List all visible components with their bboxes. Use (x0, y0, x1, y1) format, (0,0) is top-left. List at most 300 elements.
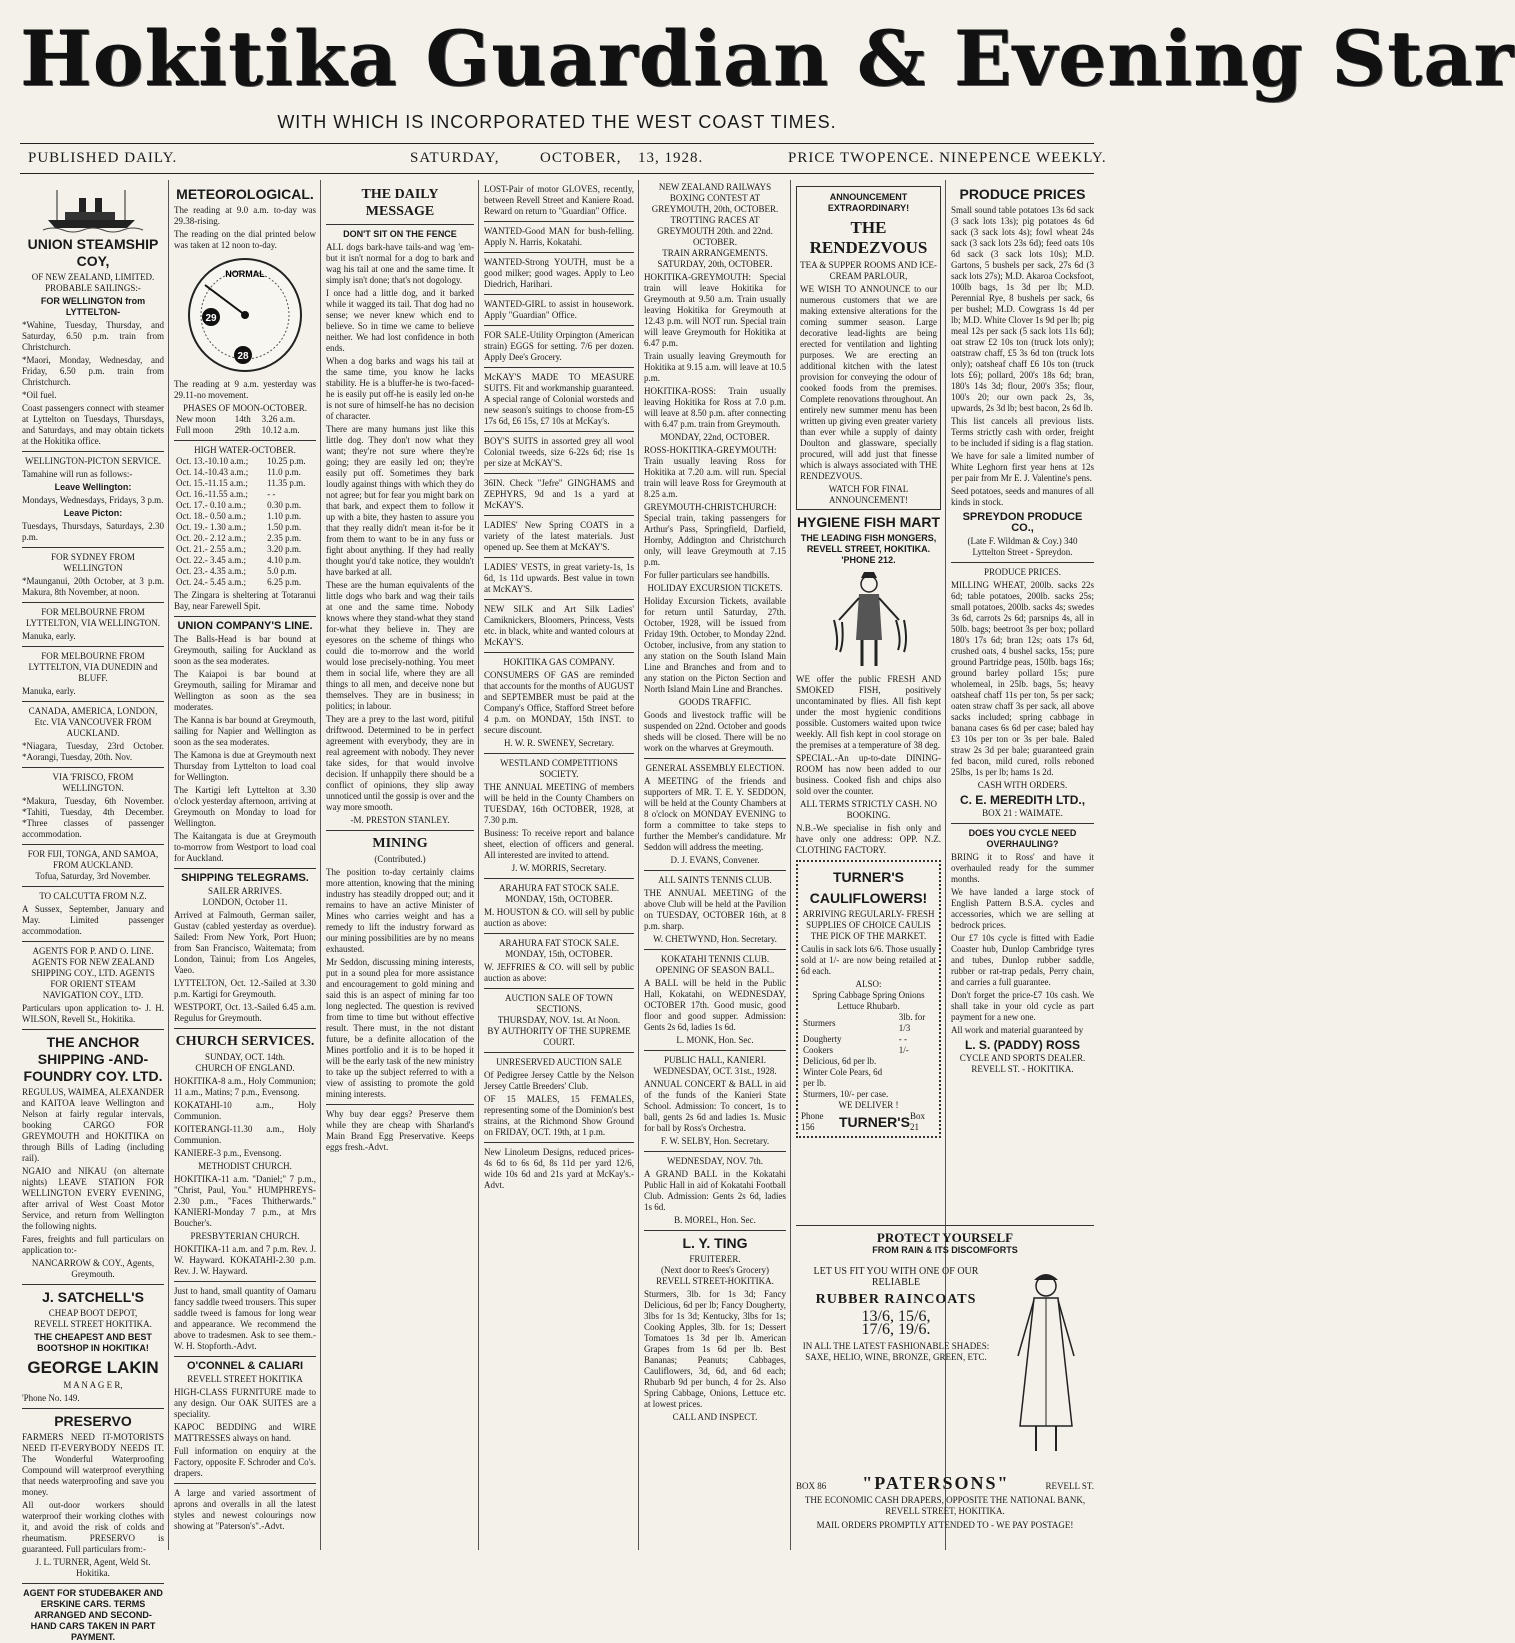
dial-normal-label: NORMAL (225, 269, 265, 279)
houston-text: M. HOUSTON & CO. will sell by public auction as above: (484, 907, 634, 928)
leave-wellington: Leave Wellington: (54, 482, 132, 492)
produce-text: Small sound table potatoes 13s 6d sack (3 sack lots 13s); pig potatoes 4s 6d sack (3 sack lots 4s); fowl wheat 24s sack (3 sack lots 23s 6d); feed oats 10s 6d sack (3 sack lots 10s); M.D. Gartons, 5 bushels per sack, 27s 6d (3 sack lots 27s); M.D. Akaroa Cocksfoot, 100lb bags, 1s 3d per lb; M.D. Perennial Rye, 8 bushels per sack, 6s per bushel; M.D. Cowgrass 1s 4d per lb; M.D. White Clover 1s 9d per lb; pig meal 12s per sack (5 sack lots 11s 6d); oat straw £2 10s ton (truck lots only); oatstraw chaff, £5 3s 6d ton (truck lots only); oatsheaf chaff £6 10s ton (truck lots £6); pollard, 200's 18s 6d; bran, 180's 14s 3d; flour, 200's 35s; flour, 100's 20; our own pack 2s, 3s, upwards, 2s 3d lb; best bacon, 2s 6d lb. (951, 205, 1094, 413)
call-inspect: CALL AND INSPECT. (672, 1412, 758, 1422)
divider (644, 1151, 786, 1152)
kaniere-text: KANIERE-3 p.m., Evensong. (174, 1148, 282, 1158)
divider (484, 252, 634, 253)
concert-signature: F. W. SELBY, Hon. Secretary. (660, 1136, 770, 1146)
phone-text: 'Phone No. 149. (22, 1393, 80, 1403)
grand-ball-date: WEDNESDAY, NOV. 7th. (666, 1156, 764, 1166)
calcutta-heading: TO CALCUTTA FROM N.Z. (39, 891, 147, 901)
gas-signature: H. W. R. SWENEY, Secretary. (504, 738, 614, 748)
caulis-text: Caulis in sack lots 6/6. Those usually sold at 1/- are now being retailed at 6d each. (801, 944, 936, 976)
wanted-ad-2: WANTED-Strong YOUTH, must be a good milker; good wages. Apply to Leo Diedrich, Harihari. (484, 257, 634, 289)
ly-ting-text: Sturmers, 3lb. for 1s 3d; Fancy Delicious, 6d per lb; Fancy Dougherty, 3lbs for 1s 3d; Kentucky, 3lbs for 1s; Cooking Apples, 3lb. for 1s; Dessert Tomatoes 1s 3d per lb. American Grapes from 1s 6d per lb. Best Bananas; Peanuts; Cabbages, Cauliflowers, 3d, 6d, and 6d each; Rhubarb 9d per bunch, 4 for 2s. Also Spring Cabbage, Onions, Lettuce etc. at lowest prices. (644, 1289, 786, 1409)
lost-ad: LOST-Pair of motor GLOVES, recently, between Revell Street and Kaniere Road. Reward on return to "Guardian" Office. (484, 184, 634, 216)
rubber-raincoats: RUBBER RAINCOATS (815, 1292, 977, 1307)
fiji-text: Tofua, Saturday, 3rd November. (35, 871, 151, 881)
gas-text: CONSUMERS OF GAS are reminded that accounts for the months of AUGUST and SEPTEMBER must be paid at the Company's Office, Stafford Street before 4 p.m. on MONDAY, 15th INST. to secure discount. (484, 670, 634, 735)
column-rule (638, 180, 639, 1550)
column-rule (168, 180, 169, 1550)
leghorn-text: We have for sale a limited number of White Leghorn first year hens at 12s per pair from Mr E. J. Valentine's pens. (951, 451, 1094, 483)
paterson-revell: REVELL ST. (1045, 1481, 1094, 1491)
divider (174, 868, 316, 869)
mckays-suits-ad: McKAY'S MADE TO MEASURE SUITS. Fit and workmanship guaranteed. A special range of Colonial worsteds and new season's suitings to choose from-£5 17s 6d, £6 15s, £7 10s at McKay's. (484, 372, 634, 426)
factory-text: Full information on enquiry at the Factory, opposite F. Schroder and Co's. drapers. (174, 1446, 316, 1478)
opening-ball: OPENING OF SEASON BALL. (655, 965, 775, 975)
rendezvous-heading: THE RENDEZVOUS (809, 218, 928, 257)
divider (484, 753, 634, 754)
divider (484, 221, 634, 222)
usc-subheading: OF NEW ZEALAND, LIMITED. (31, 272, 155, 282)
issue-date: 13, 1928. (638, 150, 704, 166)
london-text: Arrived at Falmouth, German sailer, Gustav (cabled yesterday as overdue). Sailed: From New York, Port Huon; from San Francisco, Waitemata; from London, Tainui; from Los Angeles, Vaeo. (174, 910, 316, 975)
coe-text: HOKITIKA-8 a.m., Holy Communion; 11 a.m., Matins; 7 p.m., Evensong. (174, 1076, 316, 1097)
divider (644, 758, 786, 759)
ball-text: A BALL will be held in the Public Hall, Kokatahi, on WEDNESDAY, OCTOBER 17th. Good music, good floor and good supper. Admission: Gents 2s 6d, ladies 1s 6d. (644, 978, 786, 1032)
unreserved-heading: UNRESERVED AUCTION SALE (496, 1057, 622, 1067)
arahura-date-2: MONDAY, 15th, OCTOBER. (505, 949, 613, 959)
methodist-text: HOKITIKA-11 a.m. "Daniel;" 7 p.m., "Christ, Paul, You." HUMPHREYS-2.30 p.m., "Faces Thitherwards." KANIERI-Monday 7 p.m., at Mrs Boucher's. (174, 1174, 316, 1228)
presbyterian-heading: PRESBYTERIAN CHURCH. (190, 1231, 300, 1241)
holiday-heading: HOLIDAY EXCURSION TICKETS. (647, 583, 783, 593)
nancarrow-text: NANCARROW & COY., Agents, Greymouth. (31, 1258, 155, 1279)
authority-text: BY AUTHORITY OF THE SUPREME COURT. (487, 1026, 631, 1047)
divider (174, 1281, 316, 1282)
anchor-heading: THE ANCHOR SHIPPING -AND- FOUNDRY COY. LTD. (23, 1034, 163, 1084)
divider (22, 1408, 164, 1409)
divider (174, 1356, 316, 1357)
column-produce (951, 182, 1094, 1222)
meredith-sub: BOX 21 : WAIMATE. (982, 808, 1063, 818)
goods-heading: GOODS TRAFFIC. (678, 697, 752, 707)
divider (22, 701, 164, 702)
divider (174, 440, 316, 441)
column-rule (320, 180, 321, 1550)
regulus-text: REGULUS, WAIMEA, ALEXANDER and KAITOA leave Wellington and Nelson at fairly regular intervals, booking CARGO FOR GREYMOUTH and HOKITIKA on through Bills of Lading (including rail). (22, 1087, 164, 1163)
divider (22, 1284, 164, 1285)
turners-footer-name: TURNER'S (838, 1113, 910, 1130)
coast-passengers-text: Coast passengers connect with steamer at Lyttelton on Tuesdays, Thursdays, and Saturdays, and may obtain tickets at the Hokitika office. (22, 403, 164, 446)
masthead (0, 0, 1515, 175)
tamahine-text: Tamahine will run as follows:- (22, 469, 133, 479)
spring-produce: Spring Cabbage Spring Onions Lettuce Rhubarb. (812, 990, 925, 1011)
ross-hokitika-text: ROSS-HOKITIKA-GREYMOUTH: Train usually leaving Ross for Hokitika at 7.20 a.m. will run. Special train will leave Ross for Greymouth at 8.25 a.m. (644, 445, 786, 499)
cycle-text-5: All work and material guaranteed by (951, 1025, 1084, 1035)
column-rule (790, 180, 791, 1550)
table-row: Dougherty - - (803, 1034, 908, 1044)
rendezvous-text: WE WISH TO ANNOUNCE to our numerous customers that we are making extensive alterations for the coming summer season. Large decorative lead-lights are being erected for ventilation and lighting purposes. We are erecting an additional kitchen with the latest provision for conveying the odour of cooked foods from the premises. Complete renovations throughout. An entirely new summer menu has been written up giving even greater variety than ever while a supply of dainty Doulton and glassware, specially procured, will add just that finesse which is always associated with THE RENDEZVOUS. (800, 284, 937, 481)
leave-picton: Leave Picton: (63, 508, 123, 518)
list-text: This list cancels all previous lists. Terms strictly cash with order, freight to be included if siding is a flag station. (951, 416, 1094, 448)
divider (174, 1028, 316, 1029)
divider (22, 602, 164, 603)
agents-heading: AGENTS FOR P. AND O. LINE. AGENTS FOR NEW ZEALAND SHIPPING COY., LTD. AGENTS FOR ORIENT STEAM NAVIGATION COY., LTD. (31, 946, 155, 1000)
public-hall-date: WEDNESDAY, OCT. 31st., 1928. (653, 1066, 777, 1076)
hokitika-greymouth-text-2: Train usually leaving Greymouth for Hokitika at 9.15 a.m. will leave at 10.5 p.m. (644, 351, 786, 383)
ross-heading: L. S. (PADDY) ROSS (964, 1038, 1081, 1052)
announcement-label: ANNOUNCEMENT EXTRAORDINARY! (827, 192, 910, 213)
leading-fish-mongers: THE LEADING FISH MONGERS, REVELL STREET, HOKITIKA. 'PHONE 212. (800, 533, 937, 565)
table-row: Delicious, 6d per lb. (803, 1056, 877, 1066)
divider (484, 557, 634, 558)
spreydon-heading: SPREYDON PRODUCE CO., (962, 511, 1083, 534)
wanted-ad-3: WANTED-GIRL to assist in housework. Apply "Guardian" Office. (484, 299, 634, 320)
table-row: Oct. 22.- 3.45 a.m.; 4.10 p.m. (176, 555, 302, 565)
probable-sailings: PROBABLE SAILINGS:- (45, 283, 141, 293)
kokatahi-tennis-heading: KOKATAHI TENNIS CLUB. (660, 954, 770, 964)
fares-text: Fares, freights and full particulars on application to:- (22, 1234, 164, 1255)
fit-you: LET US FIT YOU WITH ONE OF OUR RELIABLE (813, 1266, 979, 1288)
for-sale-ad: FOR SALE-Utility Orpington (American strain) EGGS for setting. 7/6 per dozen. Apply Dee's Grocery. (484, 330, 634, 362)
issue-price: PRICE TWOPENCE. NINEPENCE WEEKLY. (788, 150, 1107, 166)
table-row: Oct. 16.-11.55 a.m.; - - (176, 489, 276, 499)
meteorological-heading: METEOROLOGICAL. (176, 186, 314, 202)
oconnel-heading: O'CONNEL & CALIARI (186, 1360, 304, 1372)
zingara-text: The Zingara is sheltering at Totaranui Bay, near Farewell Spit. (174, 590, 316, 611)
pick-of-market: THE PICK OF THE MARKET. (810, 931, 927, 941)
maori-text: *Maori, Monday, Wednesday, and Friday, 6.50 p.m. train from Christchurch. (22, 355, 164, 387)
presbyterian-text: HOKITIKA-11 a.m. and 7 p.m. Rev. J. W. Hayward. KOKATAHI-2.30 p.m. Rev. J. W. Hayward. (174, 1244, 316, 1276)
table-row: Oct. 19.- 1.30 a.m.; 1.50 p.m. (176, 522, 302, 532)
concert-text: ANNUAL CONCERT & BALL in aid of the funds of the Kanieri State School. Admission: To concert, 1s to ball, gents 2s 6d and ladies 1s. Music for ball by Ross's Orchestra. (644, 1079, 786, 1133)
sydney-text: *Maunganui, 20th October, at 3 p.m. Makura, 8th November, at noon. (22, 576, 164, 597)
rendezvous-ad (796, 186, 941, 510)
divider (22, 844, 164, 845)
daily-signature: -M. PRESTON STANLEY. (350, 815, 450, 825)
divider (484, 294, 634, 295)
ucl-text-3: The Kanna is bar bound at Greymouth, sailing for Napier and Wellington as soon as the sea moderates. (174, 715, 316, 747)
divider (326, 224, 474, 225)
divider (22, 547, 164, 548)
table-row: Oct. 17.- 0.10 a.m.; 0.30 p.m. (176, 500, 302, 510)
fashion-text: IN ALL THE LATEST FASHIONABLE SHADES: SAXE, HELIO, WINE, BRONZE, GREEN, ETC. (802, 1341, 990, 1362)
newspaper-title: Hokitika Guardian & Evening Star (20, 14, 1515, 103)
church-of-england: CHURCH OF ENGLAND. (195, 1063, 295, 1073)
moon-heading: PHASES OF MOON-OCTOBER. (182, 403, 308, 413)
cycle-text-4: Don't forget the price-£7 10s cash. We shall take in your old cycle as part payment for a new one. (951, 990, 1094, 1022)
boxing-text: BOXING CONTEST AT GREYMOUTH, 20th, OCTOBER. (651, 193, 779, 214)
divider (22, 1029, 164, 1030)
divider (484, 652, 634, 653)
linoleum-advert: New Linoleum Designs, reduced prices-4s 6d to 6s 6d, 8s 11d per yard 12/6, wide 10s 6d and 21s yard at McKay's.-Advt. (484, 1147, 634, 1190)
auction-heading: AUCTION SALE OF TOWN SECTIONS. (505, 993, 613, 1014)
nzr-heading: NEW ZEALAND RAILWAYS (658, 182, 772, 192)
divider (484, 933, 634, 934)
preservo-heading: PRESERVO (54, 1413, 132, 1429)
paterson-drapers: THE ECONOMIC CASH DRAPERS, OPPOSITE THE NATIONAL BANK, REVELL STREET, HOKITIKA. (804, 1495, 1086, 1516)
vests-ad: LADIES' VESTS, in great variety-1s, 1s 6d, 1s 11d upwards. Best value in town at McKAY'S. (484, 562, 634, 594)
koiterangi-text: KOITERANGI-11.30 a.m., Holy Communion. (174, 1124, 316, 1145)
holiday-text: Holiday Excursion Tickets, available for return until Saturday, 27th. October, 1928, will be issued from Friday 19th. October, to Monday 22nd. October, inclusive, from any station to any station on the South Island Main Line and Branches and from and to any station on the Picton Section and North Island Main Line and Branches. (644, 596, 786, 694)
table-row: Sturmers, 10/- per case. (803, 1089, 889, 1099)
met-dial-text: The reading on the dial printed below was taken at 12 noon to-day. (174, 229, 316, 250)
studebaker-text: AGENT FOR STUDEBAKER AND ERSKINE CARS. TERMS ARRANGED AND SECOND-HAND CARS TAKEN IN PART PAYMENT. (23, 1588, 163, 1642)
mining-para-1: The position to-day certainly claims more attention, knowing that the mining industry has steadily dropped out; and it remains to have an active Minister of Mines who carries weight and has a remedy to lift the industry forward as our mining possibilities are by no means exhausted. (326, 867, 474, 954)
table-row: Oct. 20.- 2.12 a.m.; 2.35 p.m. (176, 533, 302, 543)
table-row: Oct. 24.- 5.45 a.m.; 6.25 p.m. (176, 577, 302, 587)
contributed-label: (Contributed.) (374, 854, 426, 864)
cycle-heading: DOES YOU CYCLE NEED OVERHAULING? (968, 828, 1077, 849)
divider (22, 1583, 164, 1584)
divider (22, 941, 164, 942)
divider (326, 1104, 474, 1105)
divider (22, 767, 164, 768)
hygiene-fish-mart-heading: HYGIENE FISH MART (796, 514, 941, 530)
wanted-ad-1: WANTED-Good MAN for bush-felling. Apply N. Harris, Kokatahi. (484, 226, 634, 247)
ucl-text-1: The Balls-Head is bar bound at Greymouth, sailing for Auckland as soon as the sea moderates. (174, 634, 316, 666)
cycle-text-2: We have landed a large stock of English Pattern B.S.A. cycles and accessories, which we are selling at bedrock prices. (951, 887, 1094, 930)
fruit-price-table (801, 1012, 936, 1100)
divider (22, 646, 164, 647)
melbourne-heading-1: FOR MELBOURNE FROM LYTTELTON, VIA WELLINGTON. (25, 607, 161, 628)
arahura-heading-2: ARAHURA FAT STOCK SALE. (498, 938, 620, 948)
train-arrangements: TRAIN ARRANGEMENTS. (662, 248, 768, 258)
wellington-heading: FOR WELLINGTON from LYTTELTON- (40, 296, 146, 317)
met-reading-text: The reading at 9.0 a.m. to-day was 29.38-rising. (174, 205, 316, 226)
manager-label: M A N A G E R, (63, 1380, 123, 1390)
melbourne-heading-2: FOR MELBOURNE FROM LYTTELTON, VIA DUNEDIN and BLUFF. (28, 651, 158, 683)
divider (484, 599, 634, 600)
mwf-text: Mondays, Wednesdays, Fridays, 3 p.m. (22, 495, 164, 505)
daily-para-6: They are a prey to the last word, pitiful driftwood. Determined to be in perfect agreement with everybody, they are in real agreement with nobody. They never take sides, for that would involve decision. If unhappily there should be a conflict of opinions, they slip away unnoticed until the gossip is over and the way more smooth. (326, 714, 474, 812)
from-rain: FROM RAIN & ITS DISCOMFORTS (872, 1245, 1018, 1255)
fruiterer-label: FRUITERER. (689, 1254, 741, 1264)
divider (484, 988, 634, 989)
patersons-name: "PATERSONS" (862, 1473, 1010, 1493)
auction-date: THURSDAY, NOV. 1st. At Noon. (497, 1015, 621, 1025)
ginghams-ad: 36IN. Check "Jefre" GINGHAMS and ZEPHYRS, 9d and 1s a yard at McKAY'S. (484, 478, 634, 510)
wahine-text: *Wahine, Tuesday, Thursday, and Saturday, 6.50 p.m. train from Christchurch. (22, 320, 164, 352)
all-saints-heading: ALL SAINTS TENNIS CLUB. (658, 875, 772, 885)
frisco-heading: VIA 'FRISCO, FROM WELLINGTON. (52, 772, 134, 793)
column-rule (478, 180, 479, 1550)
mining-heading: MINING (372, 836, 428, 851)
george-lakin: GEORGE LAKIN (27, 1358, 159, 1377)
daily-para-5: These are the human equivalents of the little dogs who bark and wag their tails at one and the same time. Nobody knows where they stand-what they stand for-what they believe in. They are eyesores on the scheme of things who could die to-morrow and the world would lose precisely-nothing. You meet them in social life, where they are all things to all men, and deceive none but themselves. They are in business; in politics; in labour. (326, 580, 474, 711)
turner-agent: J. L. TURNER, Agent, Weld St. Hokitika. (35, 1557, 151, 1578)
daily-para-1: ALL dogs bark-have tails-and wag 'em-but it isn't normal for a dog to bark and wag his tail at one and the same time. It simply isn't done; that's not dogology. (326, 242, 474, 285)
picton-heading: WELLINGTON-PICTON SERVICE. (25, 456, 161, 466)
divider (174, 1483, 316, 1484)
ross-sub: CYCLE AND SPORTS DEALER. REVELL ST. - HOKITIKA. (959, 1053, 1086, 1074)
divider (326, 830, 474, 831)
grand-ball-signature: B. MOREL, Hon. Sec. (674, 1215, 756, 1225)
daily-para-4: There are many humans just like this little dog. They don't now what they want; they're not sure where they're going; they are easily led on; they're easily put off. Sometimes they bark loudly against things with which they do not agree; but for fear you might bark on that bark, and expect them to follow it up with a bite, they hasten to assure you that they really didn't mean it-for be it from them to want to be in any fuss or fight about anything. If they had really thought you'd take notice, they wouldn't have barked at all. (326, 424, 474, 577)
melbourne-text-2: Manuka, early. (22, 686, 76, 696)
satchell-address: REVELL STREET HOKITIKA. (34, 1319, 152, 1329)
monday-date: MONDAY, 22nd, OCTOBER. (660, 432, 770, 442)
shipping-telegrams-heading: SHIPPING TELEGRAMS. (181, 872, 309, 884)
table-row: Cookers 1/- (803, 1045, 909, 1055)
divider (644, 1050, 786, 1051)
divider (484, 1052, 634, 1053)
all-saints-text: THE ANNUAL MEETING of the above Club will be held at the Pavilion on TUESDAY, OCTOBER 16th, at 8 p.m. sharp. (644, 888, 786, 931)
woman-raincoat-illustration (1006, 1266, 1086, 1456)
published-daily: PUBLISHED DAILY. (28, 150, 178, 166)
kapoc-text: KAPOC BEDDING and WIRE MATTRESSES always on hand. (174, 1422, 316, 1443)
divider (484, 367, 634, 368)
frisco-text: *Makura, Tuesday, 6th November. *Tahiti, Tuesday, 4th December. *Three classes of passenger accommodation. (22, 796, 164, 839)
oil-fuel-note: *Oil fuel. (22, 390, 57, 400)
produce-prices-2: PRODUCE PRICES. (983, 567, 1062, 577)
cauliflowers-heading: CAULIFLOWERS! (809, 890, 928, 906)
divider (484, 325, 634, 326)
grand-ball-text: A GRAND BALL in the Kokatahi Public Hall in aid of Kokatahi Football Club. Admission: Gents 2s 6d, ladies 1s 6d. (644, 1169, 786, 1212)
jersey-text: Of Pedigree Jersey Cattle by the Nelson Jersey Cattle Breeders' Club. (484, 1070, 634, 1091)
paterson-name-row (796, 1473, 1094, 1493)
turners-phone: Phone 156 (801, 1111, 824, 1132)
ucl-text-2: The Kaiapoi is bar bound at Greymouth, sailing for Miramar and Wellington as soon as the sea moderates. (174, 669, 316, 712)
divider (484, 473, 634, 474)
arahura-heading: ARAHURA FAT STOCK SALE. (498, 883, 620, 893)
paterson-box: BOX 86 (796, 1481, 827, 1491)
church-services-heading: CHURCH SERVICES. (175, 1034, 315, 1049)
barometer-dial (185, 255, 305, 375)
silk-ad: NEW SILK and Art Silk Ladies' Camiknickers, Bloomers, Princess, Vests etc. in black, white and wanted colours at McKAY'S. (484, 604, 634, 647)
cycle-text-3: Our £7 10s cycle is fitted with Eadie Coaster hub, Dunlop Cambridge tyres and tubes, Dunlop rubber saddle, rubber or rat-trap pedals, Perry chain, and carries a full guarantee. (951, 933, 1094, 987)
sailer-arrives: SAILER ARRIVES. (207, 886, 282, 896)
tea-rooms: TEA & SUPPER ROOMS AND ICE-CREAM PARLOUR, (800, 260, 937, 281)
cycle-text-1: BRING it to Ross' and have it overhauled ready for the summer months. (951, 852, 1094, 884)
agents-text: Particulars upon application to- J. H. WILSON, Revell St., Hokitika. (22, 1003, 164, 1024)
ucl-text-5: The Kartigi left Lyttelton at 3.30 o'clock yesterday afternoon, arriving at Greymouth on Monday to load for Wellington. (174, 785, 316, 828)
paterson-mail: MAIL ORDERS PROMPTLY ATTENDED TO - WE PAY POSTAGE! (816, 1520, 1074, 1530)
election-text: A MEETING of the friends and supporters of MR. T. E. Y. SEDDON, will be held at the County Chambers at 8 o'clock on MONDAY EVENING to form a committee to take steps to further the Member's candidature. Mr Seddon will address the meeting. (644, 776, 786, 852)
table-row: Oct. 13.-10.10 a.m.; 10.25 p.m. (176, 456, 306, 466)
issue-month: OCTOBER, (540, 150, 622, 166)
all-saints-signature: W. CHETWYND, Hon. Secretary. (653, 934, 777, 944)
column-railways (644, 182, 786, 1547)
fence-subheading: DON'T SIT ON THE FENCE (343, 229, 457, 239)
ucl-text-6: The Kaitangata is due at Greymouth to-morrow from Westport to load coal for Auckland. (174, 831, 316, 863)
table-row: Oct. 21.- 2.55 a.m.; 3.20 p.m. (176, 544, 302, 554)
greymouth-christchurch-text: GREYMOUTH-CHRISTCHURCH: Special train, taking passengers for Arthur's Pass, Springfield, Darfield, Hornby, Addington and Christchurch only, will leave Greymouth at 7.15 p.m. (644, 502, 786, 567)
stopforth-advert: Just to hand, small quantity of Oamaru fancy saddle tweed trousers. This super saddle tweed is famous for long wear and appearance. We recommend the above to tradesmen. Ask to see them.-W. H. Stopforth.-Advt. (174, 1286, 316, 1351)
divider (22, 451, 164, 452)
cheapest-bootshop: THE CHEAPEST AND BEST BOOTSHOP IN HOKITIKA! (34, 1332, 152, 1353)
we-deliver: WE DELIVER ! (838, 1100, 899, 1110)
turners-ad (796, 860, 941, 1138)
hokitika-greymouth-text: HOKITIKA-GREYMOUTH: Special train will leave Hokitika for Greymouth at 9.50 a.m. Train usually leaving Hokitika for Greymouth at 12.43 p.m. will NOT run. Special train will leave Greymouth for Hokitika at 6.47 p.m. (644, 272, 786, 348)
meredith-heading: C. E. MEREDITH LTD., (959, 793, 1086, 807)
prices-line-1: 13/6, 15/6, (861, 1308, 931, 1325)
daily-message-heading: THE DAILY MESSAGE (361, 187, 439, 219)
column-daily-message (326, 182, 474, 1547)
lyttelton-text: LYTTELTON, Oct. 12.-Sailed at 3.30 p.m. Kartigi for Greymouth. (174, 978, 316, 999)
election-heading: GENERAL ASSEMBLY ELECTION. (645, 763, 785, 773)
females-text: OF 15 MALES, 15 FEMALES, representing some of the Dominion's best strains, at the Richmond Show Ground on FRIDAY, OCT. 19th, at 1 p.m. (484, 1094, 634, 1137)
divider (951, 562, 1094, 563)
spreydon-sub: (Late F. Wildman & Coy.) 340 Lyttelton Street - Spreydon. (967, 536, 1078, 557)
watch-announcement: WATCH FOR FINAL ANNOUNCEMENT! (828, 484, 909, 505)
goods-text: Goods and livestock traffic will be suspended on 22nd. October and goods sheds will be closed. There will be no work on the wharves at Greymouth. (644, 710, 786, 753)
tts-text: Tuesdays, Thursdays, Saturdays, 2.30 p.m. (22, 521, 164, 542)
milling-text: MILLING WHEAT, 200lb. sacks 22s 6d; table potatoes, 200lb. sacks 25s; small potatoes, 200lb. sacks 4s; swedes 3s 6d, carrots 2s 6d; parsnips 4s, all in 50lb. bags; beetroot 3s per box; pollard 180's 17s 6d; bran 12s; oats 17s 6d, crushed oats, 4 bushel sacks, 15s; pure ground Partridge peas, 150lb. bags 16s; ground barley pollard 15s; pure wholemeal, in 25lb. bags, 5s; heavy oatsheaf chaff 11s per ton, 5s per sack; oaten straw chaff 3s per sack, all above sacks included; spring cabbage in banana cases 6s 6d per case; baled hay £3 10s per ton or 3s per bale. Baled straw 2s 3d per bale; guaranteed grain fed bacon, mild cured, rolls reboned 25lbs, 1s per lb; hams 1s 2d. (951, 580, 1094, 777)
wcs-signature: J. W. MORRIS, Secretary. (511, 863, 607, 873)
satchell-heading: J. SATCHELL'S (42, 1289, 144, 1305)
eggs-advert: Why buy dear eggs? Preserve them while they are cheap with Sharland's Main Brand Egg Preservative. Keeps eggs fresh.-Advt. (326, 1109, 474, 1152)
union-company-heading: UNION COMPANY'S LINE. (177, 620, 313, 632)
high-water-heading: HIGH WATER-OCTOBER. (194, 445, 296, 455)
saturday-date: SATURDAY, 20th, OCTOBER. (657, 259, 773, 269)
ly-ting-address: (Next door to Rees's Grocery) REVELL STREET-HOKITIKA. (656, 1265, 774, 1286)
usc-heading: UNION STEAMSHIP COY, (27, 236, 159, 269)
wcs-text-2: Business: To receive report and balance sheet, election of officers and general. All interested are invited to attend. (484, 828, 634, 860)
met-yesterday-text: The reading at 9 a.m. yesterday was 29.11-no movement. (174, 379, 316, 400)
public-hall-heading: PUBLIC HALL, KANIERI. (664, 1055, 766, 1065)
sunday-date: SUNDAY, OCT. 14th. (204, 1052, 286, 1062)
methodist-heading: METHODIST CHURCH. (198, 1161, 292, 1171)
divider (22, 886, 164, 887)
fiji-heading: FOR FIJI, TONGA, AND SAMOA, FROM AUCKLAND. (27, 849, 159, 870)
wcs-heading: WESTLAND COMPETITIONS SOCIETY. (500, 758, 618, 779)
paterson-footer (796, 1473, 1094, 1531)
canada-heading: CANADA, AMERICA, LONDON, Etc. VIA VANCOUVER FROM AUCKLAND. (28, 706, 158, 738)
mining-para-2: Mr Seddon, discussing mining interests, put in a sound plea for more assistance and encouragement to gold mining and said this is an aspect of mining far too long neglected. The question is revived from time to time but without effective result. There must, in the not distant future, be a definite allocation of the Mines portfolio and it is to be hoped it will be the early task of the new ministry to take up the subject referred to with a view of assisting to promote the gold mining interests. (326, 957, 474, 1099)
masthead-rule-top (20, 143, 1094, 144)
fish-text: WE offer the public FRESH AND SMOKED FISH, positively uncontaminated by flies. All fish kept under the most hygienic conditions possible. Customers waited upon twice weekly. All fish kept in cool storage on the premises at a temperature of 38 deg. (796, 674, 941, 750)
arriving-text: ARRIVING REGULARLY- FRESH SUPPLIES OF CHOICE CAULIS (802, 909, 935, 930)
canada-text: *Niagara, Tuesday, 23rd October. *Aorangi, Tuesday, 20th. Nov. (22, 741, 164, 762)
sydney-heading: FOR SYDNEY FROM WELLINGTON (51, 552, 135, 573)
turners-heading: TURNER'S (833, 869, 904, 885)
boys-suits-ad: BOY'S SUITS in assorted grey all wool Colonial tweeds, size 6-22s 6d; rise 1s per size at McKAY'S. (484, 436, 634, 468)
westport-text: WESTPORT, Oct. 13.-Sailed 6.45 a.m. Regulus for Greymouth. (174, 1002, 316, 1023)
high-water-table (174, 456, 316, 588)
moon-table (174, 414, 316, 436)
melbourne-text-1: Manuka, early. (22, 631, 76, 641)
hokitika-ross-text: HOKITIKA-ROSS: Train usually leaving Hokitika for Ross at 7.0 p.m. will leave at 8.50 p.m. after connecting with 6.47 p.m. train from Greymouth. (644, 386, 786, 429)
table-row: Winter Cole Pears, 6d per lb. (803, 1067, 883, 1088)
issue-day: SATURDAY, (410, 150, 500, 166)
gas-heading: HOKITIKA GAS COMPANY. (503, 657, 615, 667)
wcs-text: THE ANNUAL MEETING of members will be held in the County Chambers on TUESDAY, 16th OCTOBER, 1928, at 7.30 p.m. (484, 782, 634, 825)
calcutta-text: A Sussex, September, January and May. Limited passenger accommodation. (22, 904, 164, 936)
dial-low-label: 29 (205, 313, 217, 324)
also-label: ALSO: (855, 979, 882, 989)
steamship-illustration (43, 186, 143, 232)
divider (484, 515, 634, 516)
turners-box: Box 21 (909, 1111, 925, 1132)
trotting-text: TROTTING RACES AT GREYMOUTH 20th. and 22nd. OCTOBER. (657, 215, 773, 247)
arahura-date: MONDAY, 15th, OCTOBER. (505, 894, 613, 904)
divider (174, 616, 316, 617)
patersons-ad (796, 1225, 1094, 1548)
table-row: Oct. 14.-10.43 a.m.; 11.0 p.m. (176, 467, 301, 477)
daily-para-3: When a dog barks and wags his tail at the same time, you know he lacks stability. He is a bluffer-he is two-faced-he is easily put off-he is easily led on-he is not sure of himself-he has no decision of character. (326, 356, 474, 421)
prices-line-2: 17/6, 19/6. (861, 1321, 931, 1338)
produce-prices-heading: PRODUCE PRICES (959, 186, 1086, 202)
handbills-text: For fuller particulars see handbills. (644, 570, 770, 580)
column-shipping (22, 182, 164, 1642)
table-row: Oct. 23.- 4.35 a.m.; 5.0 p.m. (176, 566, 297, 576)
satchell-sub: CHEAP BOOT DEPOT, (48, 1308, 138, 1318)
paterson-body (796, 1266, 996, 1363)
seed-text: Seed potatoes, seeds and manures of all kinds in stock. (951, 486, 1094, 507)
column-classifieds (484, 182, 634, 1547)
table-row: Sturmers 3lb. for 1/3 (803, 1012, 926, 1033)
preservo-text-2: All out-door workers should waterproof their working clothes with it, and avoid the risk of colds and rheumatism. PRESERVO is guaranteed. Full particulars from:- (22, 1500, 164, 1554)
divider (644, 949, 786, 950)
london-dateline: LONDON, October 11. (202, 897, 288, 907)
oconnel-text: HIGH-CLASS FURNITURE made to any design. Our OAK SUITES are a speciality. (174, 1387, 316, 1419)
newspaper-subtitle: WITH WHICH IS INCORPORATED THE WEST COAST TIMES. (277, 112, 837, 132)
ball-signature: L. MONK, Hon. Sec. (676, 1035, 754, 1045)
divider (951, 823, 1094, 824)
kokatahi-text: KOKATAHI-10 a.m., Holy Communion. (174, 1100, 316, 1121)
ly-ting-heading: L. Y. TING (682, 1235, 748, 1251)
